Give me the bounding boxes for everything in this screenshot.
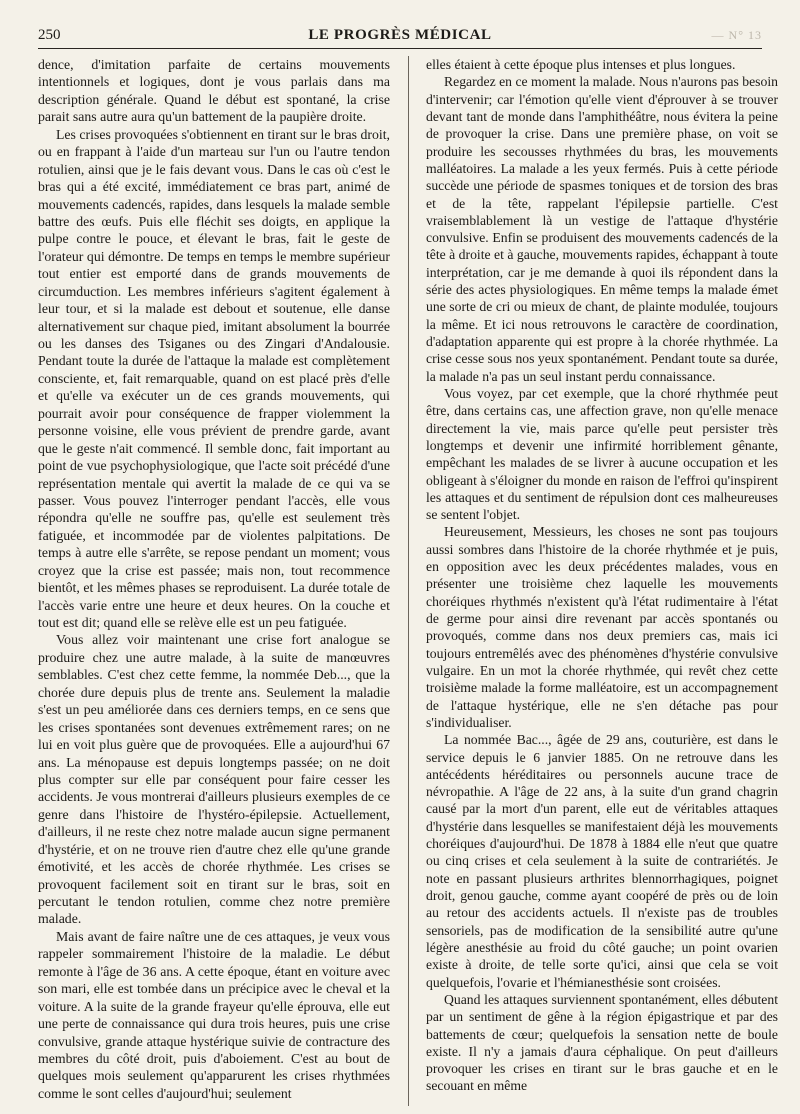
paragraph: elles étaient à cette époque plus intenses et plus longues. — [426, 57, 736, 72]
paragraph: Heureusement, Messieurs, les choses ne sont pas toujours aussi sombres dans l'histoire de la chorée rhythmée et je puis, en opposition avec les deux précédentes malades, vous en présenter une troisième chez laquelle les mouvements choréiques rhythmés n'existent qu'à l'état rudimentaire à l'état de germe pour ainsi dire revenant par accès spontanés ou provoqués, comme dans nos deux premiers cas, mais ici toujours entremêlés avec des phénomènes d'hystérie convulsive vulgaire. En un mot la chorée rhythmée, qui revêt chez cette troisième malade la forme malléatoire, est un accompagnement de l'attaque hystérique, elle ne s'en détache pas pour s'individualiser. — [426, 524, 778, 730]
paragraph: Les crises provoquées s'obtiennent en tirant sur le bras droit, ou en frappant à l'aide d'un marteau sur l'un ou l'autre tendon rotulien, ainsi que je le fais devant vous. Dans le cas où c'est le bras qui a été excité, immédiatement ce bras part, animé de mouvements cadencés, rapides, dans lesquels la malade semble battre des œufs. Puis elle fléchit ses doigts, en applique la pulpe contre le pouce, et élevant le bras, fait le geste de l'orateur qui démontre. De temps en temps le membre supérieur tout entier est emporté dans de grands mouvements de circumduction. Les membres inférieurs s'agitent également à leur tour, et si la malade est debout et soutenue, elle danse alternativement sur chaque pied, imitant absolument la bourrée ou les danses des Tsiganes ou des Zingari d'Andalousie. Pendant toute la durée de l'attaque la malade est complètement consciente, et, fait remarquable, quand on est placé près d'elle et qu'elle va exécuter un de ces grands mouvements, qui pourrait avoir pour conséquence de frapper violemment la personne voisine, elle vous prévient de prendre garde, avant que le geste n'ait commencé. Il semble donc, fait important au point de vue psychophysiologique, que l'acte soit précédé d'une représentation mentale qui avertit la malade de ce qui va se passer. Vous pouvez l'interroger pendant l'accès, elle vous répondra qu'elle ne souffre pas, qu'elle est seulement très fatiguée, et incommodée par de violentes palpitations. De temps à autre elle s'arrête, se repose pendant un moment; vous croyez que la crise est passée; mais non, tout recommence bientôt, et les mêmes phases se reproduisent. La durée totale de l'accès varie entre une heure et deux heures. On la couche et tout est dit; quand elle se relève elle est un peu fatiguée. — [38, 126, 390, 630]
article-columns — [38, 56, 782, 1106]
journal-title: LE PROGRÈS MÉDICAL — [308, 27, 492, 43]
paragraph: dence, d'imitation parfaite de certains mouvements intentionnels et logiques, dont je vous parlais dans ma description générale. Quand le début est spontané, la crise parait sans autre aura qu'un battement de la paupière droite. — [38, 57, 390, 125]
left-column — [38, 56, 390, 1106]
paragraph: Vous voyez, par cet exemple, que la choré rhythmée peut être, dans certains cas, une affection grave, non qu'elle menace directement la vie, mais parce qu'elle peut persister très longtemps et devenir une infirmité horriblement gênante, empêchant les malades de se livrer à aucune occupation et les obligeant à s'éloigner du monde en raison de l'effroi qu'inspirent les attaques et du sentiment de répulsion dont ces malheureuses se sentent l'objet. — [426, 385, 778, 523]
paragraph: Quand les attaques surviennent spontanément, elles débutent par un sentiment de gêne à la région épigastrique et par des battements de cœur; quelquefois la sensation nette de boule existe. Il n'y a jamais d'aura céphalique. On peut d'ailleurs provoquer les crises en tirant sur le bras gauche et en le secouant en même — [426, 991, 778, 1094]
right-column — [426, 56, 778, 1106]
bleed-through-text: — N° 13 — [711, 28, 762, 42]
paragraph: La nommée Bac..., âgée de 29 ans, couturière, est dans le service depuis le 6 janvier 1885. On ne retrouve dans les antécédents héréditaires ou personnels aucune trace de névropathie. A l'âge de 22 ans, à la suite d'un grand chagrin causé par la mort d'un parent, elle eut de véritables attaques d'hystérie dans lesquelles se manifestaient déjà les mouvements choréiques d'aujourd'hui. De 1878 à 1884 elle n'eut que quatre ou cinq crises et cela seulement à la suite de contrariétés. Je note en passant plusieurs arthrites blennorrhagiques, poignet droit, genou gauche, comme ayant coopéré de près ou de loin au retour des accidents actuels. Il n'existe pas de troubles sensoriels, pas de modification de la sensibilité autre qu'une légère anesthésie au froid du côté gauche; un point ovarien existe à droite, de telle sorte qu'ici, ainsi que cela se voit quelquefois, l'ovarie et l'hémianesthésie sont croisées. — [426, 732, 778, 990]
paragraph: Regardez en ce moment la malade. Nous n'aurons pas besoin d'intervenir; car l'émotion qu'elle vient d'éprouver à se trouver devant tant de monde dans l'amphithéâtre, nous évitera la peine de provoquer la crise. Dans une première phase, on voit se produire les secousses rhythmées du bras, les mouvements malléatoires. La malade a les yeux fermés. Puis à cette période succède une période de spasmes toniques et de torsion des bras et de la tête, rappelant l'épilepsie partielle. C'est vraisemblablement là un vestige de l'attaque d'hystérie convulsive. Enfin se produisent des mouvements cadencés de la tête à droite et à gauche, mouvements rapides, échappant à toute interprétation, car je me demande à quoi ils répondent dans la série des actes physiologiques. En même temps la malade émet une sorte de cri ou mieux de chant, de plainte modulée, toujours la même. Et ici nous retrouvons le caractère de coordination, d'adaptation apparente qui est propre à la chorée rhythmée. La crise cesse sous nos yeux spontanément. Pendant toute sa durée, la malade n'a pas un seul instant perdu connaissance. — [426, 74, 778, 384]
page-number: 250 — [38, 27, 61, 43]
column-divider — [408, 56, 409, 1106]
paragraph: Vous allez voir maintenant une crise fort analogue se produire chez une autre malade, à la suite de manœuvres semblables. C'est chez cette femme, la nommée Deb..., que la chorée dure depuis plus de trente ans. Seulement la maladie s'est un peu améliorée dans ces derniers temps, en ce sens que les crises spontanées sont devenues extrêmement rares; on ne lui en voit plus guère que de provoquées. Elle a aujourd'hui 67 ans. La ménopause est depuis longtemps passée; on ne doit plus compter sur elle par conséquent pour faire cesser les accidents. Je vous montrerai d'ailleurs plusieurs exemples de ce genre dans l'histoire de l'hystéro-épilepsie. Actuellement, d'ailleurs, il ne reste chez notre malade aucun signe permanent d'hystérie, et on ne trouve rien d'autre chez elle qu'une grande émotivité, et les accès de chorée rhythmée. Les crises se provoquent facilement soit en tirant sur le bras, soit en percutant le tendon rotulien, comme chez notre première malade. — [38, 632, 390, 927]
paragraph: Mais avant de faire naître une de ces attaques, je veux vous rappeler sommairement l'histoire de la maladie. Le début remonte à l'âge de 36 ans. A cette époque, étant en voiture avec son mari, elle est tombée dans un précipice avec le cheval et la voiture. A la suite de la grande frayeur qu'elle éprouva, elle eut une perte de connaissance qui dura trois heures, puis une crise convulsive, grande attaque hystérique suivie de contracture des membres du côté droit, puis d'aboiement. C'est au bout de quelques mois seulement qu'apparurent les crises rhythmées comme le sont celles d'aujourd'hui; seulement — [38, 928, 390, 1101]
running-header — [38, 24, 762, 49]
